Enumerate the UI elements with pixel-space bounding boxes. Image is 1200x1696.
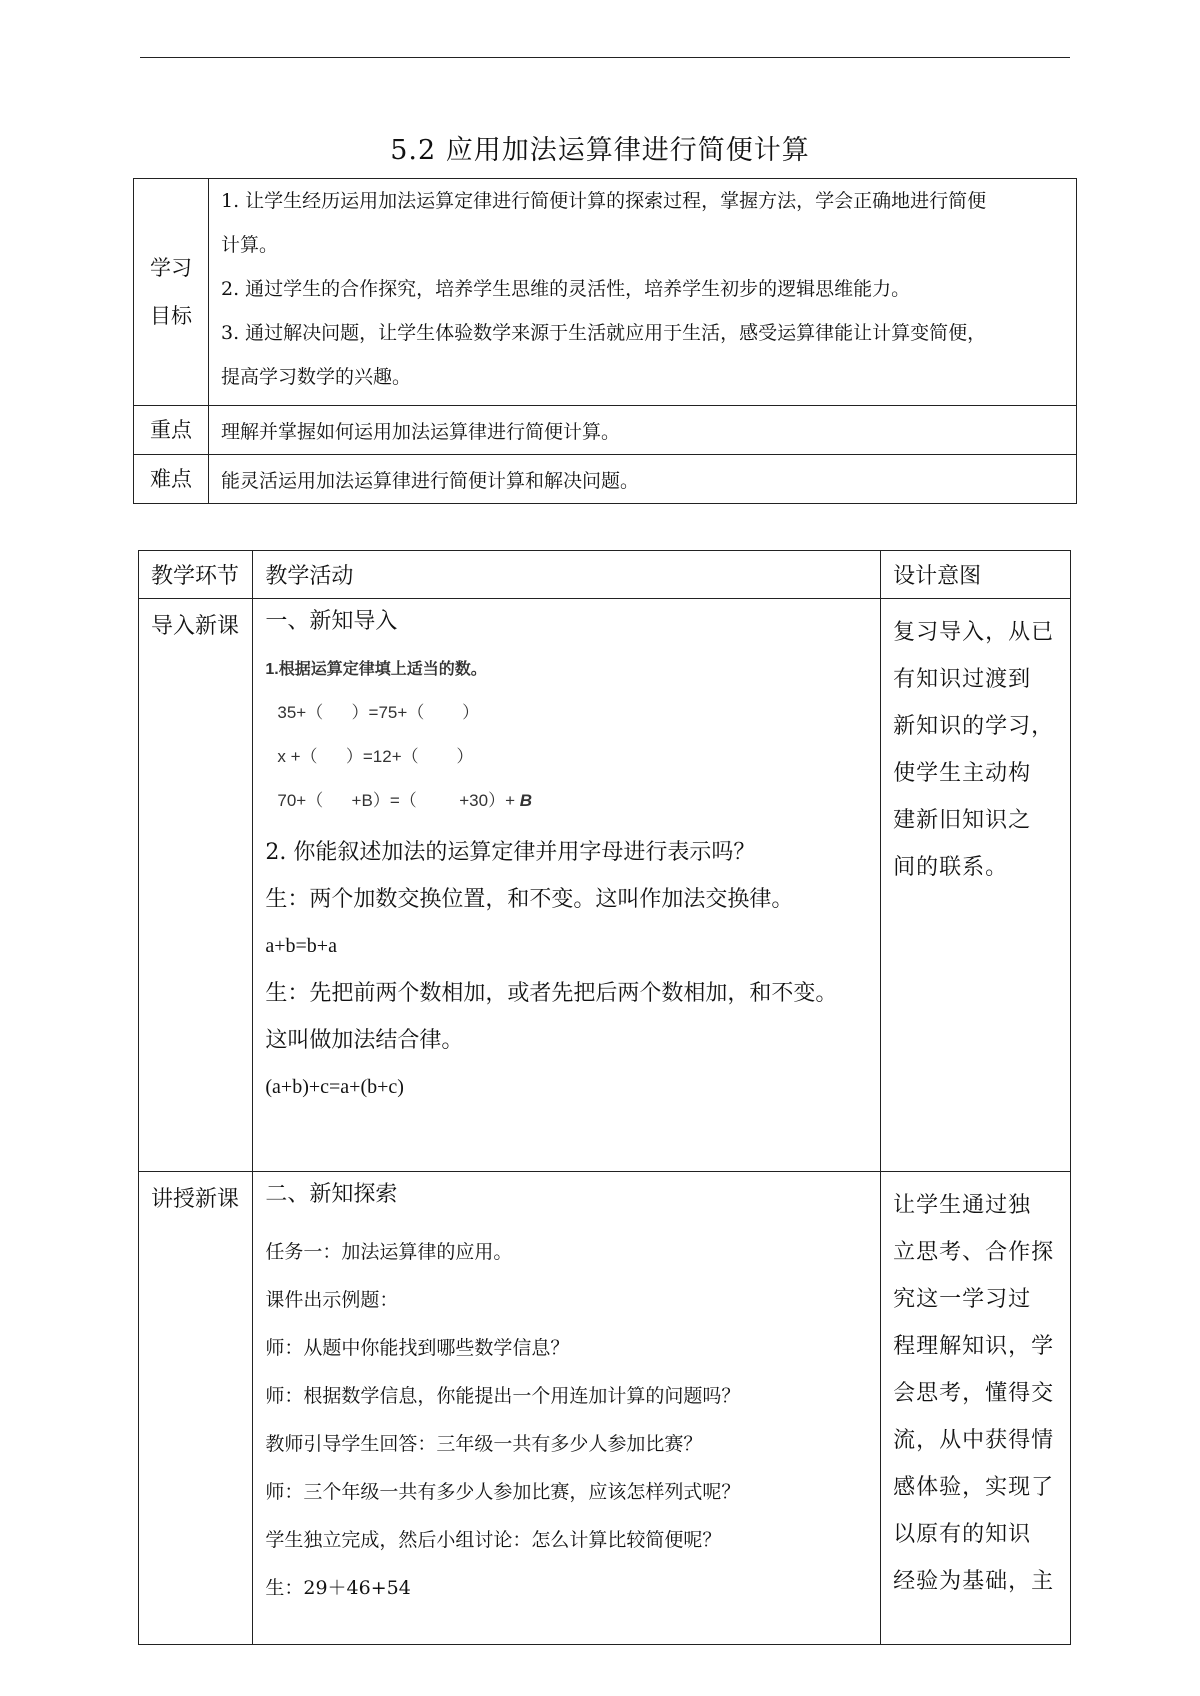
header-stage: 教学环节: [139, 551, 253, 599]
activity-line: 任务一：加法运算律的应用。: [265, 1241, 513, 1263]
goal-line: 2. 通过学生的合作探究，培养学生思维的灵活性，培养学生初步的逻辑思维能力。: [221, 278, 911, 300]
intent-line: 间的联系。: [893, 855, 1009, 880]
activity-line: 生：两个加数交换位置，和不变。这叫作加法交换律。: [265, 887, 794, 912]
key-content: 理解并掌握如何运用加法运算律进行简便计算。: [209, 406, 1077, 455]
stage-cell: 导入新课: [139, 599, 253, 1172]
lesson-table: [138, 550, 1071, 1645]
page-title: 5.2 应用加法运算律进行简便计算: [390, 135, 810, 166]
activity-line: 2. 你能叙述加法的运算定律并用字母进行表示吗？: [265, 840, 756, 865]
goal-line: 3. 通过解决问题，让学生体验数学来源于生活就应用于生活，感受运算律能让计算变简便，: [221, 322, 987, 344]
intent-line: 让学生通过独: [893, 1193, 1032, 1218]
objectives-table: [133, 178, 1077, 504]
header-activity: 教学活动: [253, 551, 881, 599]
key-label: 重点: [134, 406, 209, 455]
intent-line: 建新旧知识之: [893, 808, 1032, 833]
section-heading: 二、新知探索: [265, 1182, 398, 1207]
difficulty-label: 难点: [134, 455, 209, 504]
intent-line: 立思考、合作探: [893, 1240, 1055, 1265]
lesson-header-row: [139, 551, 1071, 599]
activity-line: 生：29＋46+54: [265, 1577, 411, 1599]
intent-cell: [881, 599, 1071, 1172]
activity-line: 课件出示例题：: [265, 1289, 399, 1311]
intent-line: 使学生主动构: [893, 761, 1032, 786]
stage-cell: 讲授新课: [139, 1172, 253, 1645]
formula-commutative: a+b=b+a: [265, 935, 337, 957]
activity-cell: [253, 599, 881, 1172]
goal-line: 提高学习数学的兴趣。: [221, 366, 412, 388]
intent-cell: [881, 1172, 1071, 1645]
intent-line: 流，从中获得情: [893, 1428, 1055, 1453]
intent-line: 新知识的学习，: [893, 714, 1055, 739]
formula-associative: (a+b)+c=a+(b+c): [265, 1076, 404, 1098]
intent-line: 感体验，实现了: [893, 1475, 1055, 1500]
exercise-line-text: 70+（ +B）=（ +30）+: [277, 791, 520, 810]
objectives-row-difficulty: [134, 455, 1077, 504]
lesson-row-new: [139, 1172, 1071, 1645]
goals-label: [134, 179, 209, 406]
goals-label-line2: 目标: [150, 304, 192, 328]
activity-line: 师：三个年级一共有多少人参加比赛，应该怎样列式呢？: [265, 1481, 741, 1503]
activity-line: 学生独立完成，然后小组讨论：怎么计算比较简便呢？: [265, 1529, 722, 1551]
intent-line: 复习导入，从已: [893, 620, 1055, 645]
difficulty-content: 能灵活运用加法运算律进行简便计算和解决问题。: [209, 455, 1077, 504]
exercise-variable: B: [519, 791, 533, 810]
section-heading: 一、新知导入: [265, 609, 398, 634]
goal-line: 计算。: [221, 234, 279, 256]
objectives-row-key: [134, 406, 1077, 455]
activity-line: 师：根据数学信息，你能提出一个用连加计算的问题吗？: [265, 1385, 741, 1407]
lesson-row-intro: [139, 599, 1071, 1172]
header-intent: 设计意图: [881, 551, 1071, 599]
intent-line: 会思考，懂得交: [893, 1381, 1055, 1406]
exercise-image: [265, 655, 872, 823]
activity-line: 生：先把前两个数相加，或者先把后两个数相加，和不变。: [265, 981, 838, 1006]
header-rule: [140, 57, 1070, 58]
exercise-line: x +（ ）=12+（ ）: [277, 747, 474, 766]
activity-line: 师：从题中你能找到哪些数学信息？: [265, 1337, 570, 1359]
activity-line: 这叫做加法结合律。: [265, 1028, 464, 1053]
exercise-title: 1.根据运算定律填上适当的数。: [265, 661, 487, 678]
intent-line: 以原有的知识: [893, 1522, 1032, 1547]
goal-line: 1. 让学生经历运用加法运算定律进行简便计算的探索过程，掌握方法，学会正确地进行简便: [221, 190, 987, 212]
objectives-row-goals: [134, 179, 1077, 406]
intent-line: 经验为基础，主: [893, 1569, 1055, 1594]
activity-cell: [253, 1172, 881, 1645]
intent-line: 有知识过渡到: [893, 667, 1032, 692]
exercise-line: 35+（ ）=75+（ ）: [277, 703, 480, 722]
goals-content: [209, 179, 1077, 406]
goals-label-line1: 学习: [150, 256, 192, 280]
exercise-line: [265, 779, 872, 823]
activity-line: 教师引导学生回答：三年级一共有多少人参加比赛？: [265, 1433, 703, 1455]
intent-line: 究这一学习过: [893, 1287, 1032, 1312]
intent-line: 程理解知识，学: [893, 1334, 1055, 1359]
